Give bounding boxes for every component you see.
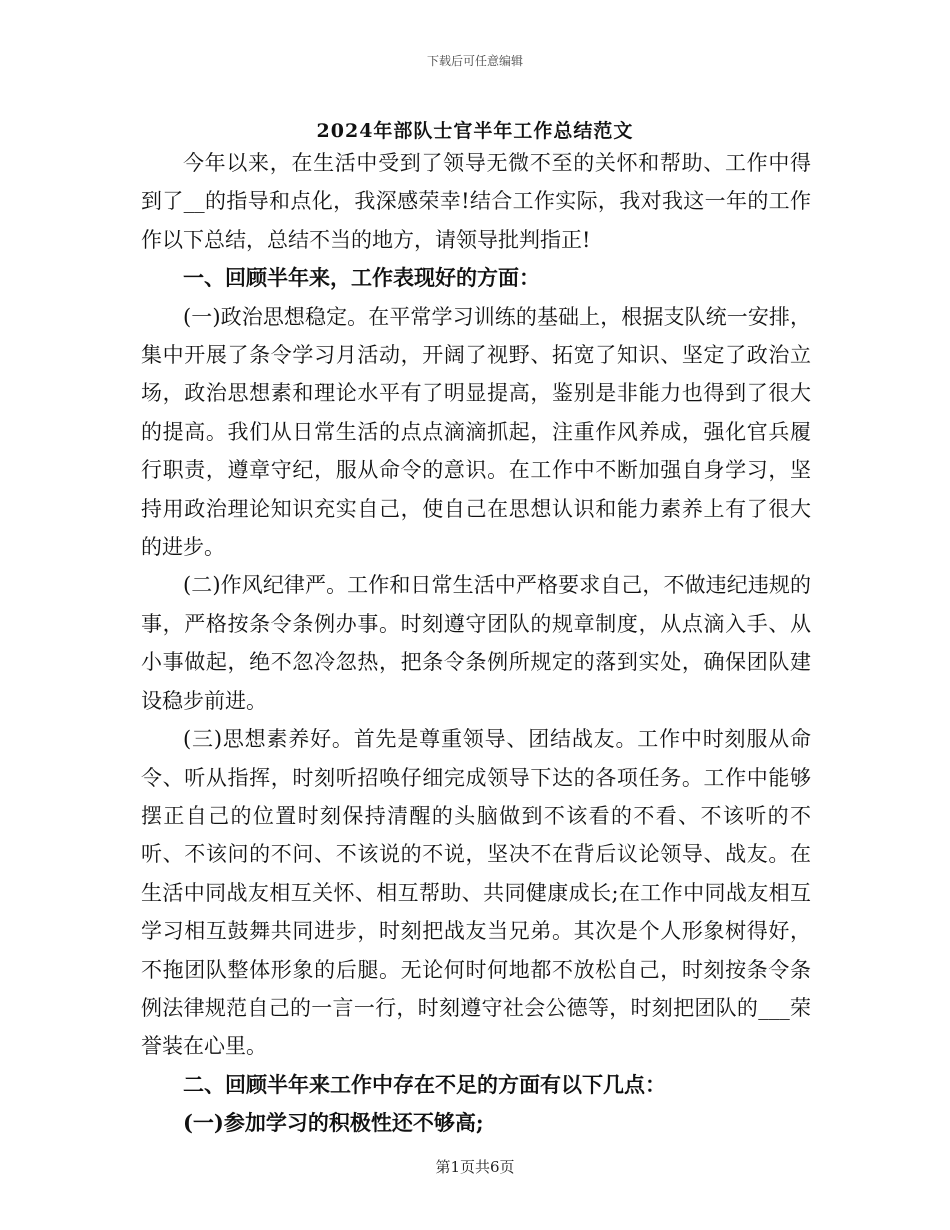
page-number: 第1页共6页: [435, 1158, 515, 1176]
section-heading-1: 一、回顾半年来，工作表现好的方面：: [183, 265, 540, 291]
document-title: 2024年部队士官半年工作总结范文: [316, 120, 634, 142]
document-body: [141, 144, 811, 1143]
page-header-note: 下载后可任意编辑: [426, 54, 523, 68]
section-heading-2: 二、回顾半年来工作中存在不足的方面有以下几点：: [183, 1071, 666, 1097]
paragraph-intro: 今年以来，在生活中受到了领导无微不至的关怀和帮助、工作中得到了__的指导和点化，我深感荣幸!结合工作实际，我对我这一年的工作作以下总结，总结不当的地方，请领导批判指正!: [141, 151, 811, 252]
paragraph-quality: (三)思想素养好。首先是尊重领导、团结战友。工作中时刻服从命令、听从指挥，时刻听招唤仔细完成领导下达的各项任务。工作中能够摆正自己的位置时刻保持清醒的头脑做到不该看的不看、不该听的不听、不该问的不问、不该说的不说，坚决不在背后议论领导、战友。在生活中同战友相互关怀、相互帮助、共同健康成长;在工作中同战友相互学习相互鼓舞共同进步，时刻把战友当兄弟。其次是个人形象树得好，不拖团队整体形象的后腿。无论何时何地都不放松自己，时刻按条令条例法律规范自己的一言一行，时刻遵守社会公德等，时刻把团队的___荣誉装在心里。: [141, 727, 811, 1059]
subheading-study: (一)参加学习的积极性还不够高;: [183, 1110, 484, 1136]
paragraph-political: (一)政治思想稳定。在平常学习训练的基础上，根据支队统一安排，集中开展了条令学习月活动，开阔了视野、拓宽了知识、坚定了政治立场，政治思想素和理论水平有了明显提高，鉴别是非能力也得到了很大的提高。我们从日常生活的点点滴滴抓起，注重作风养成，强化官兵履行职责，遵章守纪，服从命令的意识。在工作中不断加强自身学习，坚持用政治理论知识充实自己，使自己在思想认识和能力素养上有了很大的进步。: [141, 304, 811, 560]
paragraph-discipline: (二)作风纪律严。工作和日常生活中严格要求自己，不做违纪违规的事，严格按条令条例办事。时刻遵守团队的规章制度，从点滴入手、从小事做起，绝不忽冷忽热，把条令条例所规定的落到实处，确保团队建设稳步前进。: [141, 573, 811, 713]
